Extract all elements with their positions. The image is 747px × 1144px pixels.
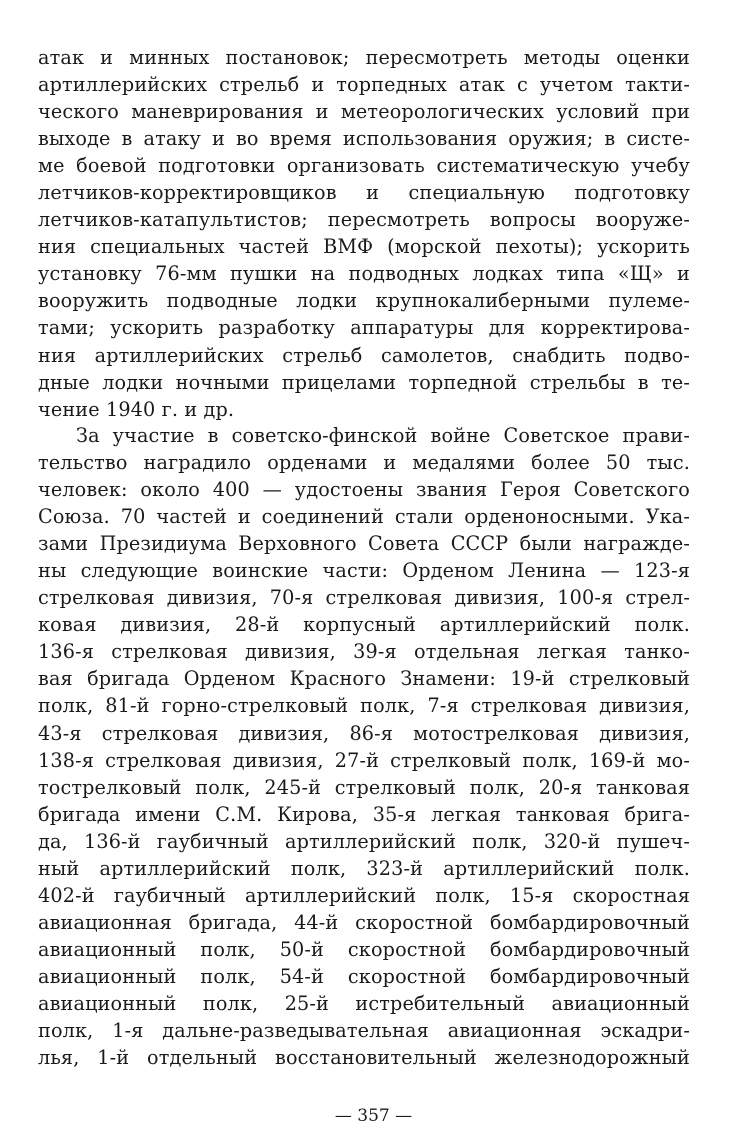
text-line: да, 136-й гаубичный артиллерийский полк, 320-й пушеч- <box>38 829 690 853</box>
text-line: установку 76-мм пушки на подводных лодках типа «Щ» и <box>38 262 690 286</box>
text-line: стрелковая дивизия, 70-я стрелковая дивизия, 100-я стрел- <box>38 586 690 610</box>
text-line: полк, 81-й горно-стрелковый полк, 7-я стрелковая дивизия, <box>38 694 690 718</box>
text-line: лья, 1-й отдельный восстановительный железнодорожный <box>38 1046 690 1070</box>
text-line: зами Президиума Верховного Совета СССР были награжде- <box>38 532 690 556</box>
paragraph-awards <box>38 422 690 1071</box>
text-line: вооружить подводные лодки крупнокалиберными пулеме- <box>38 289 690 313</box>
text-line: За участие в советско-финской войне Советское прави- <box>76 424 690 447</box>
text-line: ковая дивизия, 28-й корпусный артиллерийский полк. <box>38 613 690 637</box>
text-line: авиационная бригада, 44-й скоростной бомбардировочный <box>38 910 690 934</box>
text-line: тельство наградило орденами и медалями более 50 тыс. <box>38 451 690 475</box>
text-line: авиационный полк, 25-й истребительный авиационный <box>38 991 690 1015</box>
text-line: человек: около 400 — удостоены звания Героя Советского <box>38 478 690 502</box>
text-line: артиллерийских стрельб и торпедных атак с учетом такти- <box>38 73 690 97</box>
text-line: тострелковый полк, 245-й стрелковый полк, 20-я танковая <box>38 775 690 799</box>
text-line: ный артиллерийский полк, 323-й артиллерийский полк. <box>38 856 690 880</box>
text-line: 43-я стрелковая дивизия, 86-я мотострелковая дивизия, <box>38 721 690 745</box>
text-line: авиационный полк, 50-й скоростной бомбардировочный <box>38 937 690 961</box>
text-line: 402-й гаубичный артиллерийский полк, 15-я скоростная <box>38 883 690 907</box>
text-line: ны следующие воинские части: Орденом Ленина — 123-я <box>38 559 690 583</box>
text-line: летчиков-корректировщиков и специальную подготовку <box>38 181 690 205</box>
text-line: ния артиллерийских стрельб самолетов, снабдить подво- <box>38 343 690 367</box>
text-line: ме боевой подготовки организовать систематическую учебу <box>38 154 690 178</box>
text-line: летчиков-катапультистов; пересмотреть вопросы вооруже- <box>38 208 690 232</box>
paragraph-continued <box>38 44 690 423</box>
text-line: чение 1940 г. и др. <box>38 397 235 421</box>
page-number: — 357 — <box>334 1106 413 1126</box>
text-line: Союза. 70 частей и соединений стали орденоносными. Ука- <box>38 505 690 529</box>
text-line: выходе в атаку и во время использования оружия; в систе- <box>38 127 690 151</box>
text-line: авиационный полк, 54-й скоростной бомбардировочный <box>38 964 690 988</box>
text-line: вая бригада Орденом Красного Знамени: 19-й стрелковый <box>38 667 690 691</box>
text-line: полк, 1-я дальне-разведывательная авиационная эскадри- <box>38 1019 690 1043</box>
text-line: атак и минных постановок; пересмотреть методы оценки <box>38 46 690 69</box>
text-line: ния специальных частей ВМФ (морской пехоты); ускорить <box>38 235 690 259</box>
text-line: 136-я стрелковая дивизия, 39-я отдельная легкая танко- <box>38 640 690 664</box>
text-line: ческого маневрирования и метеорологических условий при <box>38 100 690 124</box>
text-line: тами; ускорить разработку аппаратуры для корректирова- <box>38 316 690 340</box>
text-line: 138-я стрелковая дивизия, 27-й стрелковый полк, 169-й мо- <box>38 748 690 772</box>
text-line: дные лодки ночными прицелами торпедной стрельбы в те- <box>38 370 690 394</box>
text-line: бригада имени С.М. Кирова, 35-я легкая танковая брига- <box>38 802 690 826</box>
